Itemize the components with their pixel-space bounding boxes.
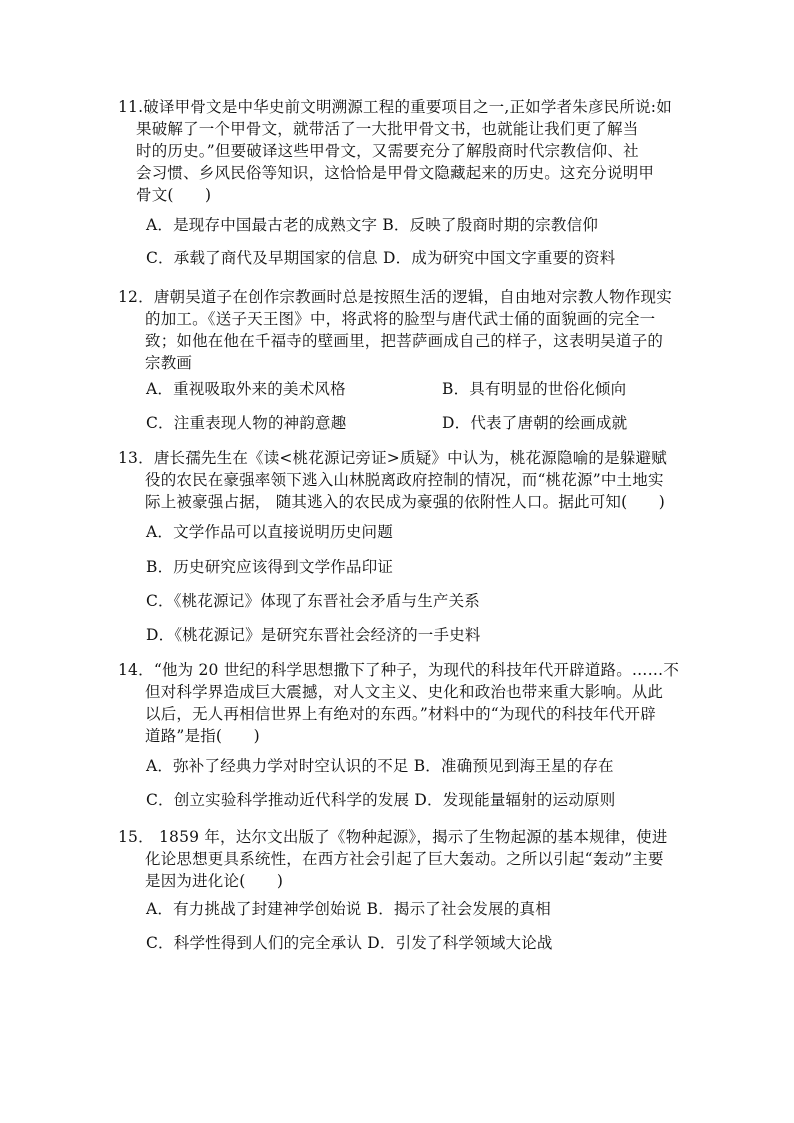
question-stem-line: 以后，无人再相信世界上有绝对的东西。”材料中的“为现代的科技年代开辟 <box>145 705 656 723</box>
option-row-ab: A．弥补了经典力学对时空认识的不足 B．准确预见到海王星的存在 <box>146 757 614 775</box>
option-b: B．具有明显的世俗化倾向 <box>442 380 627 398</box>
option-c: C．注重表现人物的神韵意趣 <box>146 414 347 432</box>
question-stem-line: 12．唐朝吴道子在创作宗教画时总是按照生活的逻辑，自由地对宗教人物作现实 <box>118 288 672 306</box>
option-row-cd: C．承载了商代及早期国家的信息 D．成为研究中国文字重要的资料 <box>146 249 616 267</box>
question-stem-line: 13．唐长孺先生在《读<桃花源记旁证>质疑》中认为，桃花源隐喻的是躲避赋 <box>118 449 667 467</box>
option-row-cd: C．科学性得到人们的完全承认 D．引发了科学领域大论战 <box>146 934 553 952</box>
option-row-ab: A．是现存中国最古老的成熟文字 B．反映了殷商时期的宗教信仰 <box>146 216 599 234</box>
option-c: C．《桃花源记》体现了东晋社会矛盾与生产关系 <box>146 592 481 610</box>
option-d: D．《桃花源记》是研究东晋社会经济的一手史料 <box>146 626 481 644</box>
question-stem-line: 15． 1859 年，达尔文出版了《物种起源》，揭示了生物起源的基本规律，使进 <box>118 828 668 846</box>
question-stem-line: 14．“他为 20 世纪的科学思想撒下了种子，为现代的科技年代开辟道路。……不 <box>118 661 680 679</box>
question-stem-line: 化论思想更具系统性，在西方社会引起了巨大轰动。之所以引起“轰动”主要 <box>145 850 664 868</box>
option-a: A．重视吸取外来的美术风格 <box>146 380 346 398</box>
question-stem-line: 的加工。《送子天王图》中，将武将的脸型与唐代武士俑的面貌画的完全一 <box>145 310 656 328</box>
option-row-ab: A．有力挑战了封建神学创始说 B．揭示了社会发展的真相 <box>146 900 551 918</box>
option-row-cd: C．创立实验科学推动近代科学的发展 D．发现能量辐射的运动原则 <box>146 791 616 809</box>
question-stem-line: 际上被豪强占据， 随其逃入的农民成为豪强的依附性人口。据此可知( ) <box>145 493 666 511</box>
question-stem-line: 骨文( ) <box>136 186 212 204</box>
question-stem-line: 宗教画 <box>145 354 193 372</box>
question-stem-line: 是因为进化论( ) <box>145 872 284 890</box>
question-stem-line: 致；如他在他在千福寺的壁画里，把菩萨画成自己的样子，这表明吴道子的 <box>145 332 664 350</box>
question-stem-line: 役的农民在豪强率领下逃入山林脱离政府控制的情况，而“桃花源”中土地实 <box>145 471 664 489</box>
question-stem-line: 会习惯、乡风民俗等知识，这恰恰是甲骨文隐藏起来的历史。这充分说明甲 <box>136 164 655 182</box>
question-stem-line: 时的历史。”但要破译这些甲骨文，又需要充分了解殷商时代宗教信仰、社 <box>136 142 639 160</box>
option-d: D．代表了唐朝的绘画成就 <box>442 414 628 432</box>
option-a: A．文学作品可以直接说明历史问题 <box>146 523 393 541</box>
question-stem-line: 但对科学界造成巨大震撼，对人文主义、史化和政治也带来重大影响。从此 <box>145 683 664 701</box>
option-b: B．历史研究应该得到文学作品印证 <box>146 558 394 576</box>
question-stem-line: 11.破译甲骨文是中华史前文明溯源工程的重要项目之一,正如学者朱彦民所说:如 <box>118 98 672 116</box>
question-stem-line: 道路”是指( ) <box>145 727 260 745</box>
question-stem-line: 果破解了一个甲骨文，就带活了一大批甲骨文书，也就能让我们更了解当 <box>136 120 639 138</box>
